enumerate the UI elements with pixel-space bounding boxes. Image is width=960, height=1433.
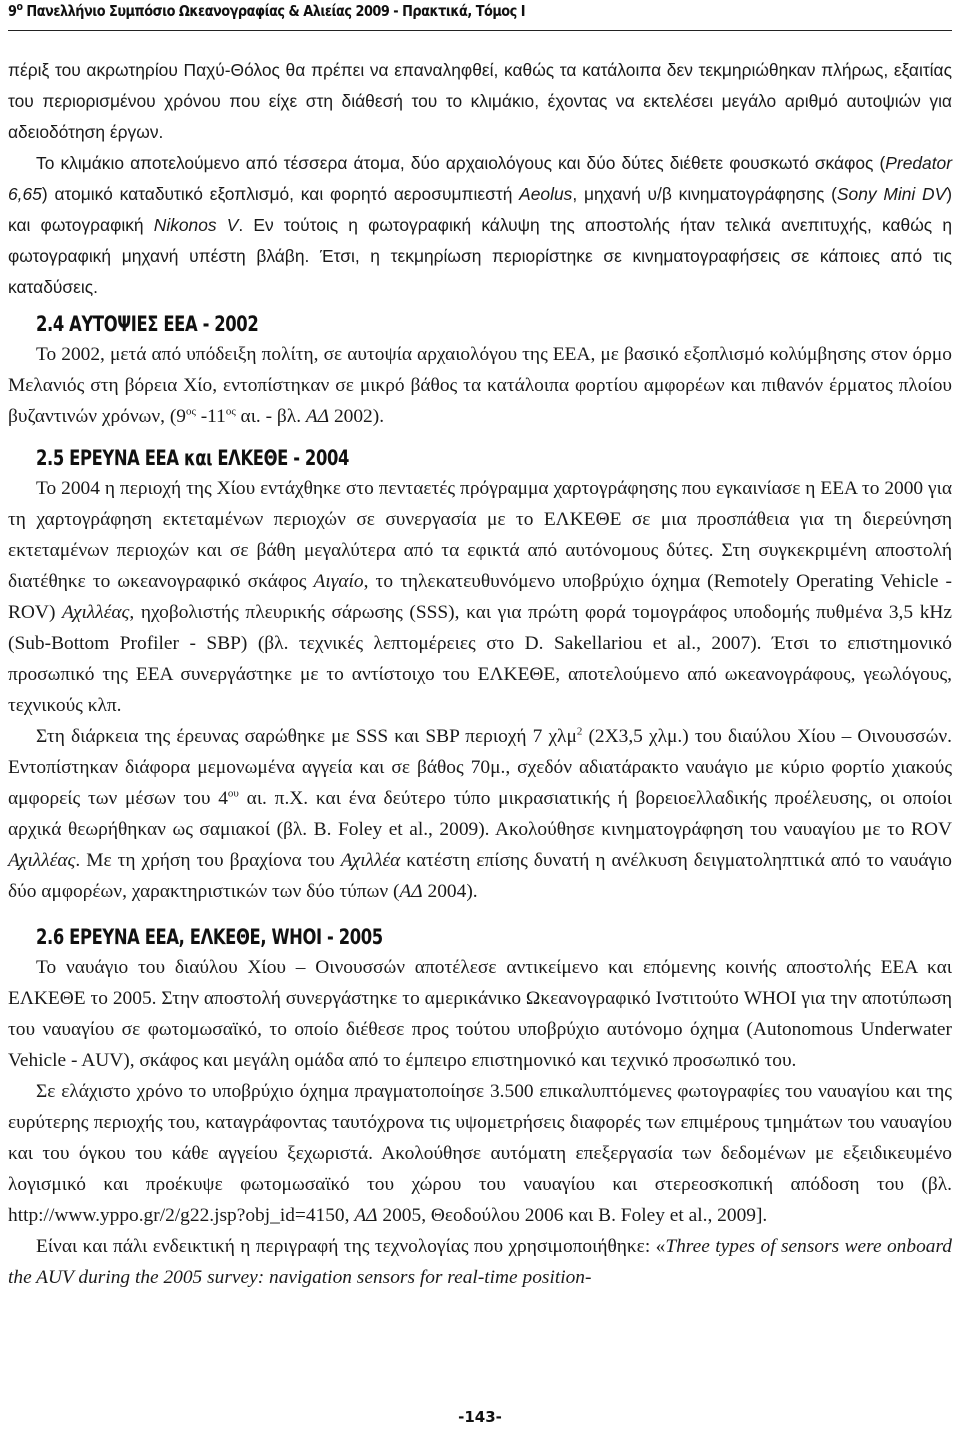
paragraph-team: Το κλιμάκιο αποτελούμενο από τέσσερα άτομα, δύο αρχαιολόγους και δύο δύτες διέθετε φουσκωτό σκάφος (Predator 6,65) ατομικό καταδυτικό εξοπλισμό, και φορητό αεροσυμπιεστή Aeolus, μηχανή υ/β κινηματογράφησης (Sony Mini DV) και φωτογραφική Nikonos V. Εν τούτοις η φωτογραφική κάλυψη της αποστολής ήταν τελικά ανεπιτυχής, καθώς η φωτογραφική μηχανή υπέστη βλάβη. Έτσι, η τεκμηρίωση περιορίστηκε σε κινηματογραφήσεις σε κάποιες από τις καταδύσεις.	[8, 153, 952, 297]
section-heading-2-5: 2.5 ΕΡΕΥΝΑ ΕΕΑ και ΕΛΚΕΘΕ - 2004	[36, 446, 349, 470]
paragraph-2005-a: Το ναυάγιο του διαύλου Χίου – Οινουσσών αποτέλεσε αντικείμενο και επόμενης κοινής αποστολής ΕΕΑ και ΕΛΚΕΘΕ το 2005. Στην αποστολή συνεργάστηκε το αμερικάνικο Ωκεανογραφικό Ινστιτούτο WHOI για την αποτύπωση του ναυαγίου σε φωτομωσαϊκό, το οποίο διέθεσε προς τούτου υποβρύχιο αυτόνομο όχημα (Autonomous Underwater Vehicle - AUV), σκάφος και μεγάλη ομάδα από το έμπειρο επιστημονικό και τεχνικό προσωπικό του.	[8, 957, 952, 1071]
header-ordinal-sup: ο	[16, 0, 23, 13]
header-title: Πανελλήνιο Συμπόσιο Ωκεανογραφίας & Αλιείας 2009 - Πρακτικά, Τόμος Ι	[22, 2, 526, 20]
header-rule	[8, 30, 952, 31]
page-number: -143-	[458, 1408, 502, 1426]
section-heading-2-6: 2.6 ΕΡΕΥΝΑ ΕΕΑ, ΕΛΚΕΘΕ, WHOI - 2005	[36, 925, 383, 949]
paragraph-2004-a: Το 2004 η περιοχή της Χίου εντάχθηκε στο πενταετές πρόγραμμα χαρτογράφησης που εγκαινίασε η ΕΕΑ το 2000 για τη χαρτογράφηση εκτεταμένων περιοχών σε συνεργασία με το ΕΛΚΕΘΕ σε μια προσπάθεια για τη διερεύνηση εκτεταμένων περιοχών και σε βάθη μεγαλύτερα από τα εφικτά από αυτόνομους δύτες. Στη συγκεκριμένη αποστολή διατέθηκε το ωκεανογραφικό σκάφος Αιγαίο, το τηλεκατευθυνόμενο υποβρύχιο όχημα (Remotely Operating Vehicle - ROV) Αχιλλέας, ηχοβολιστής πλευρικής σάρωσης (SSS), και για πρώτη φορά τομογράφος υποδομής πυθμένα 3,5 kHz (Sub-Bottom Profiler - SBP) (βλ. τεχνικές λεπτομέρειες στο D. Sakellariou et al., 2007). Έτσι το επιστημονικό προσωπικό της ΕΕΑ συνεργάστηκε με το αντίστοιχο του ΕΛΚΕΘΕ, αποτελούμενο από ωκεανογράφους, γεωλόγους, τεχνικούς κλπ.	[8, 478, 953, 716]
paragraph-2002: Το 2002, μετά από υπόδειξη πολίτη, σε αυτοψία αρχαιολόγου της ΕΕΑ, με βασικό εξοπλισμό κολύμβησης στον όρμο Μελανιός στη βόρεια Χίο, εντοπίστηκαν σε μικρό βάθος τα κατάλοιπα φορτίου αμφορέων και πιθανόν έρματος πλοίου βυζαντινών χρόνων, ($9^{o\varsigma}$ $-11^{o\varsigma}$ αι. - βλ. ΑΔ 2002).	[8, 344, 952, 427]
header-ordinal: 9	[8, 2, 17, 20]
running-header	[8, 2, 816, 20]
paragraph-continuation: πέριξ του ακρωτηρίου Παχύ-Θόλος θα πρέπει να επαναληφθεί, καθώς τα κατάλοιπα δεν τεκμηριώθηκαν πλήρως, εξαιτίας του περιορισμένου χρόνου που είχε στη διάθεσή του το κλιμάκιο, έχοντας να εκτελέσει μεγάλο αριθμό αυτοψιών για αδειοδότηση έργων.	[8, 60, 952, 142]
section-heading-2-4: 2.4 ΑΥΤΟΨΙΕΣ ΕΕΑ - 2002	[36, 312, 259, 336]
paragraph-2005-c: Είναι και πάλι ενδεικτική η περιγραφή της τεχνολογίας που χρησιμοποιήθηκε: «Three types of sensors were onboard the AUV during the 2005 survey: navigation sensors for real-time position-	[8, 1236, 952, 1288]
page-body	[8, 55, 952, 1293]
paragraph-2005-b: Σε ελάχιστο χρόνο το υποβρύχιο όχημα πραγματοποίησε 3.500 επικαλυπτόμενες φωτογραφίες του ναυαγίου και της ευρύτερης περιοχής του, καταγράφοντας ταυτόχρονα τις υψομετρήσεις διαφορές των επιμέρους τμημάτων του ναυαγίου και του όγκου του κάθε αγγείου ξεχωριστά. Ακολούθησε αυτόματη επεξεργασία των δεδομένων με εξειδικευμένο λογισμικό και προέκυψε φωτομωσαϊκό του χώρου του ναυαγίου και στερεοσκοπική απόδοση του (βλ. http://www.yppo.gr/2/g22.jsp?obj_id=4150, ΑΔ 2005, Θεοδούλου 2006 και B. Foley et al., 2009].	[8, 1081, 952, 1226]
paragraph-2004-b: Στη διάρκεια της έρευνας σαρώθηκε με SSS και SBP περιοχή 7 χλμ$^2$ (2Χ3,5 χλμ.) του διαύλου Χίου – Οινουσσών. Εντοπίστηκαν διάφορα μεμονωμένα αγγεία και σε βάθος 70μ., σχεδόν αδιατάρακτο ναυάγιο με κύριο φορτίο χιακούς αμφορείς των μέσων του $4^{o\upsilon}$ αι. π.Χ. και ένα δεύτερο τύπο μικρασιατικής ή βορειοελλαδικής προέλευσης, οι οποίοι αρχικά θεωρήθηκαν ως σαμιακοί (βλ. B. Foley et al., 2009). Ακολούθησε κινηματογράφηση του ναυαγίου με το ROV Αχιλλέας. Με τη χρήση του βραχίονα του Αχιλλέα κατέστη επίσης δυνατή η ανέλκυση δειγματοληπτικά από το ναυάγιο δύο αμφορέων, χαρακτηριστικών των δύο τύπων (ΑΔ 2004).	[8, 725, 952, 902]
